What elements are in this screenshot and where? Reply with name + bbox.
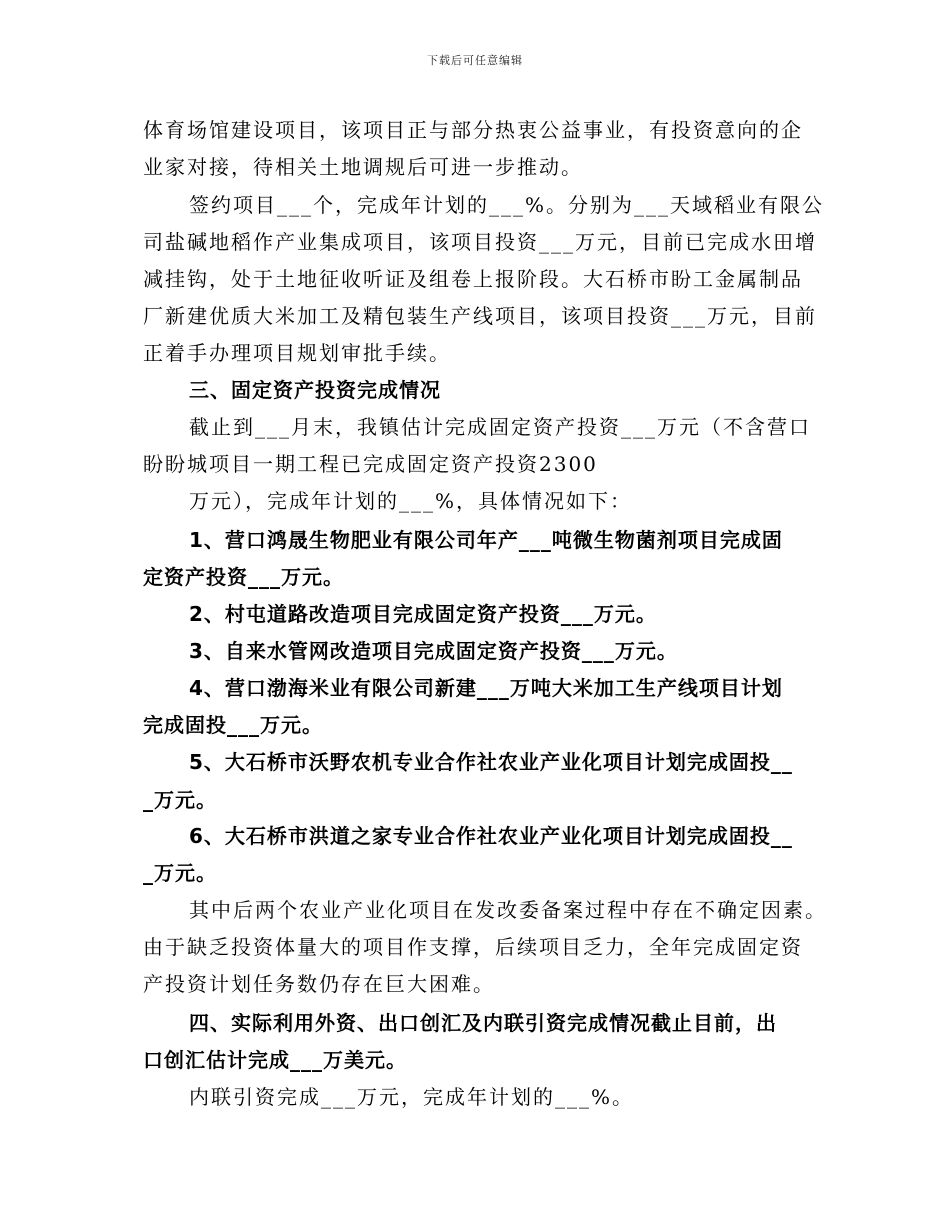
paragraph-line: 体育场馆建设项目，该项目正与部分热衷公益事业，有投资意向的企 xyxy=(143,118,803,142)
paragraph-line: 司盐碱地稻作产业集成项目，该项目投资___万元，目前已完成水田增 xyxy=(143,230,817,254)
paragraph-line: 厂新建优质大米加工及精包装生产线项目，该项目投资___万元，目前 xyxy=(143,304,817,328)
paragraph-line: 其中后两个农业产业化项目在发改委备案过程中存在不确定因素。 xyxy=(189,898,827,922)
list-item: 2、村屯道路改造项目完成固定资产投资___万元。 xyxy=(189,602,657,626)
paragraph-line: 内联引资完成___万元，完成年计划的___%。 xyxy=(189,1085,635,1109)
paragraph-line: 万元），完成年计划的___%，具体情况如下： xyxy=(189,489,633,513)
list-item: 1、营口鸿晟生物肥业有限公司年产___吨微生物菌剂项目完成固 xyxy=(189,528,783,552)
list-item: 完成固投___万元。 xyxy=(143,713,323,737)
list-item: 定资产投资___万元。 xyxy=(143,565,344,589)
section-heading: 三、固定资产投资完成情况 xyxy=(189,378,441,402)
list-item: _万元。 xyxy=(143,788,217,812)
page-header: 下载后可任意编辑 xyxy=(427,54,523,67)
list-item: 6、大石桥市洪道之家专业合作社农业产业化项目计划完成固投__ xyxy=(189,824,793,848)
section-heading: 口创汇估计完成___万美元。 xyxy=(143,1048,407,1072)
list-item: 3、自来水管网改造项目完成固定资产投资___万元。 xyxy=(189,639,678,663)
paragraph-line: 正着手办理项目规划审批手续。 xyxy=(143,341,451,365)
paragraph-line: 由于缺乏投资体量大的项目作支撑，后续项目乏力，全年完成固定资 xyxy=(143,935,803,959)
list-item: _万元。 xyxy=(143,861,217,885)
paragraph-line: 盼盼城项目一期工程已完成固定资产投资2300 xyxy=(143,452,598,476)
list-item: 5、大石桥市沃野农机专业合作社农业产业化项目计划完成固投__ xyxy=(189,750,793,774)
list-item: 4、营口渤海米业有限公司新建___万吨大米加工生产线项目计划 xyxy=(189,676,783,700)
section-heading: 四、实际利用外资、出口创汇及内联引资完成情况截止目前，出 xyxy=(189,1011,777,1035)
paragraph-line: 签约项目___个，完成年计划的___%。分别为___天域稻业有限公 xyxy=(189,193,825,217)
paragraph-line: 产投资计划任务数仍存在巨大困难。 xyxy=(143,972,495,996)
paragraph-line: 减挂钩，处于土地征收听证及组卷上报阶段。大石桥市盼工金属制品 xyxy=(143,267,803,291)
paragraph-line: 业家对接，待相关土地调规后可进一步推动。 xyxy=(143,155,583,179)
paragraph-line: 截止到___月末，我镇估计完成固定资产投资___万元（不含营口 xyxy=(189,415,811,439)
